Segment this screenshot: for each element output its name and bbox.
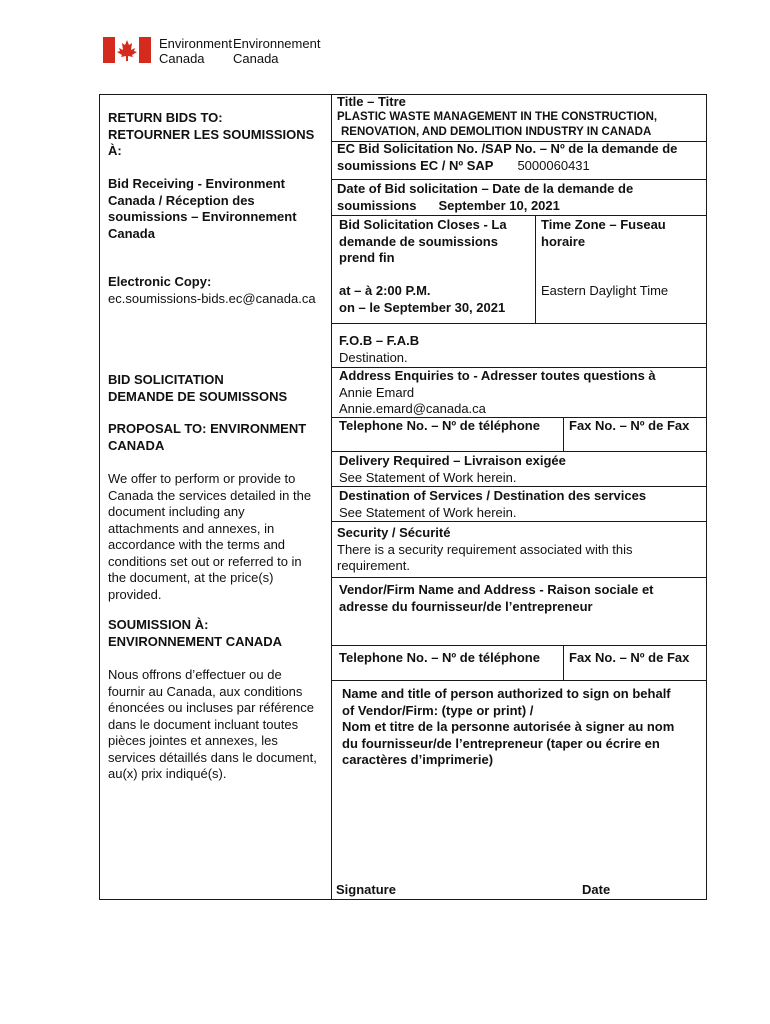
delivery-label: Delivery Required – Livraison exigée — [339, 453, 566, 468]
bid-receiving-line: Canada / Réception des — [108, 192, 255, 208]
logo-en-line1: Environment — [159, 36, 232, 51]
enquiries-email[interactable]: Annie.emard@canada.ca — [339, 401, 486, 416]
timezone-label: horaire — [541, 233, 586, 249]
gc-logo — [103, 35, 321, 67]
proposal-to-line: PROPOSAL TO: ENVIRONMENT — [108, 421, 307, 436]
vendor-fax-label: Fax No. – Nº de Fax — [569, 650, 690, 665]
solicitation-no-value: 5000060431 — [517, 157, 590, 173]
destination-value: See Statement of Work herein. — [339, 504, 517, 520]
offer-line: document including any — [108, 504, 245, 519]
nous-line: pièces jointes et annexes, les — [108, 733, 278, 748]
title-line: PLASTIC WASTE MANAGEMENT IN THE CONSTRUCTION, — [337, 111, 658, 123]
destination-label: Destination of Services / Destination des services — [339, 488, 647, 503]
vendor-label: adresse du fournisseur/de l’entrepreneur — [339, 598, 593, 614]
nous-line: fournir au Canada, aux conditions — [108, 683, 303, 699]
fob-value: Destination. — [339, 349, 408, 365]
bid-solicitation-heading: BID SOLICITATION — [108, 372, 224, 387]
enquiries-label: Address Enquiries to - Adresser toutes questions à — [339, 368, 656, 383]
nous-line: énoncées ou incluses par référence — [108, 700, 314, 715]
solicitation-date-label: Date of Bid solicitation – Date de la demande de — [337, 181, 634, 196]
return-bids-label-a: À: — [108, 143, 122, 158]
security-value: There is a security requirement associated with this — [337, 541, 633, 557]
timezone-value: Eastern Daylight Time — [541, 283, 669, 298]
enquiries-name: Annie Emard — [339, 384, 415, 400]
authorized-label: Nom et titre de la personne autorisée à signer au nom — [342, 719, 675, 734]
nous-line: dans le document incluant toutes — [108, 716, 299, 732]
soumission-heading: ENVIRONNEMENT CANADA — [108, 633, 283, 649]
nous-line: au(x) prix indiqué(s). — [108, 766, 227, 781]
timezone-label: Time Zone – Fuseau — [541, 217, 666, 232]
soumission-heading: SOUMISSION À: — [108, 617, 209, 632]
solicitation-date-label-fr: soumissions — [337, 197, 417, 213]
security-value: requirement. — [337, 558, 410, 573]
offer-line: conditions set out or referred to in — [108, 553, 302, 569]
solicitation-no-label: EC Bid Solicitation No. /SAP No. – Nº de la demande de — [337, 141, 678, 156]
authorized-label: caractères d’imprimerie) — [342, 752, 494, 767]
closes-time: at – à 2:00 P.M. — [339, 283, 431, 298]
closes-label: demande de soumissions — [339, 233, 498, 249]
closes-label: Bid Solicitation Closes - La — [339, 217, 507, 232]
solicitation-no-label-fr: soumissions EC / Nº SAP — [337, 157, 494, 173]
vendor-telephone-label: Telephone No. – Nº de téléphone — [339, 650, 540, 665]
fax-label: Fax No. – Nº de Fax — [569, 418, 690, 433]
return-bids-label-fr: RETOURNER LES SOUMISSIONS — [108, 126, 315, 142]
bid-receiving-line: soumissions – Environnement — [108, 209, 297, 224]
title-line: RENOVATION, AND DEMOLITION INDUSTRY IN CANADA — [341, 126, 652, 138]
electronic-copy-email[interactable]: ec.soumissions-bids.ec@canada.ca — [108, 290, 316, 306]
authorized-label: Name and title of person authorized to sign on behalf — [342, 686, 671, 701]
security-label: Security / Sécurité — [337, 525, 451, 540]
nous-line: Nous offrons d’effectuer ou de — [108, 667, 282, 682]
offer-line: We offer to perform or provide to — [108, 471, 296, 486]
authorized-label: du fournisseur/de l’entrepreneur (taper ou écrire en — [342, 735, 660, 751]
offer-line: Canada the services detailed in the — [108, 487, 312, 503]
logo-en-line2: Canada — [159, 51, 205, 66]
title-label: Title – Titre — [337, 94, 406, 109]
telephone-label: Telephone No. – Nº de téléphone — [339, 418, 540, 433]
bid-solicitation-heading-fr: DEMANDE DE SOUMISSONS — [108, 388, 288, 404]
logo-fr-line1: Environnement — [233, 36, 321, 51]
offer-line: the document, at the price(s) — [108, 570, 274, 585]
offer-line: provided. — [108, 586, 162, 602]
fob-label: F.O.B – F.A.B — [339, 333, 420, 348]
vendor-label: Vendor/Firm Name and Address - Raison sociale et — [339, 582, 654, 597]
logo-fr-line2: Canada — [233, 51, 279, 66]
proposal-to-line: CANADA — [108, 437, 165, 453]
bid-receiving-line: Bid Receiving - Environment — [108, 176, 285, 191]
canada-flag-icon — [103, 37, 151, 63]
electronic-copy-label: Electronic Copy: — [108, 274, 212, 289]
closes-date: on – le September 30, 2021 — [339, 299, 506, 315]
solicitation-date-value: September 10, 2021 — [438, 197, 560, 213]
return-bids-label: RETURN BIDS TO: — [108, 110, 223, 125]
offer-line: attachments and annexes, in — [108, 520, 275, 536]
delivery-value: See Statement of Work herein. — [339, 469, 517, 485]
signature-label: Signature — [336, 882, 396, 897]
bid-receiving-line: Canada — [108, 225, 155, 241]
closes-label: prend fin — [339, 250, 395, 265]
authorized-label: of Vendor/Firm: (type or print) / — [342, 702, 534, 718]
date-label: Date — [582, 882, 611, 897]
offer-line: accordance with the terms and — [108, 537, 286, 552]
nous-line: services détaillés dans le document, — [108, 749, 317, 765]
